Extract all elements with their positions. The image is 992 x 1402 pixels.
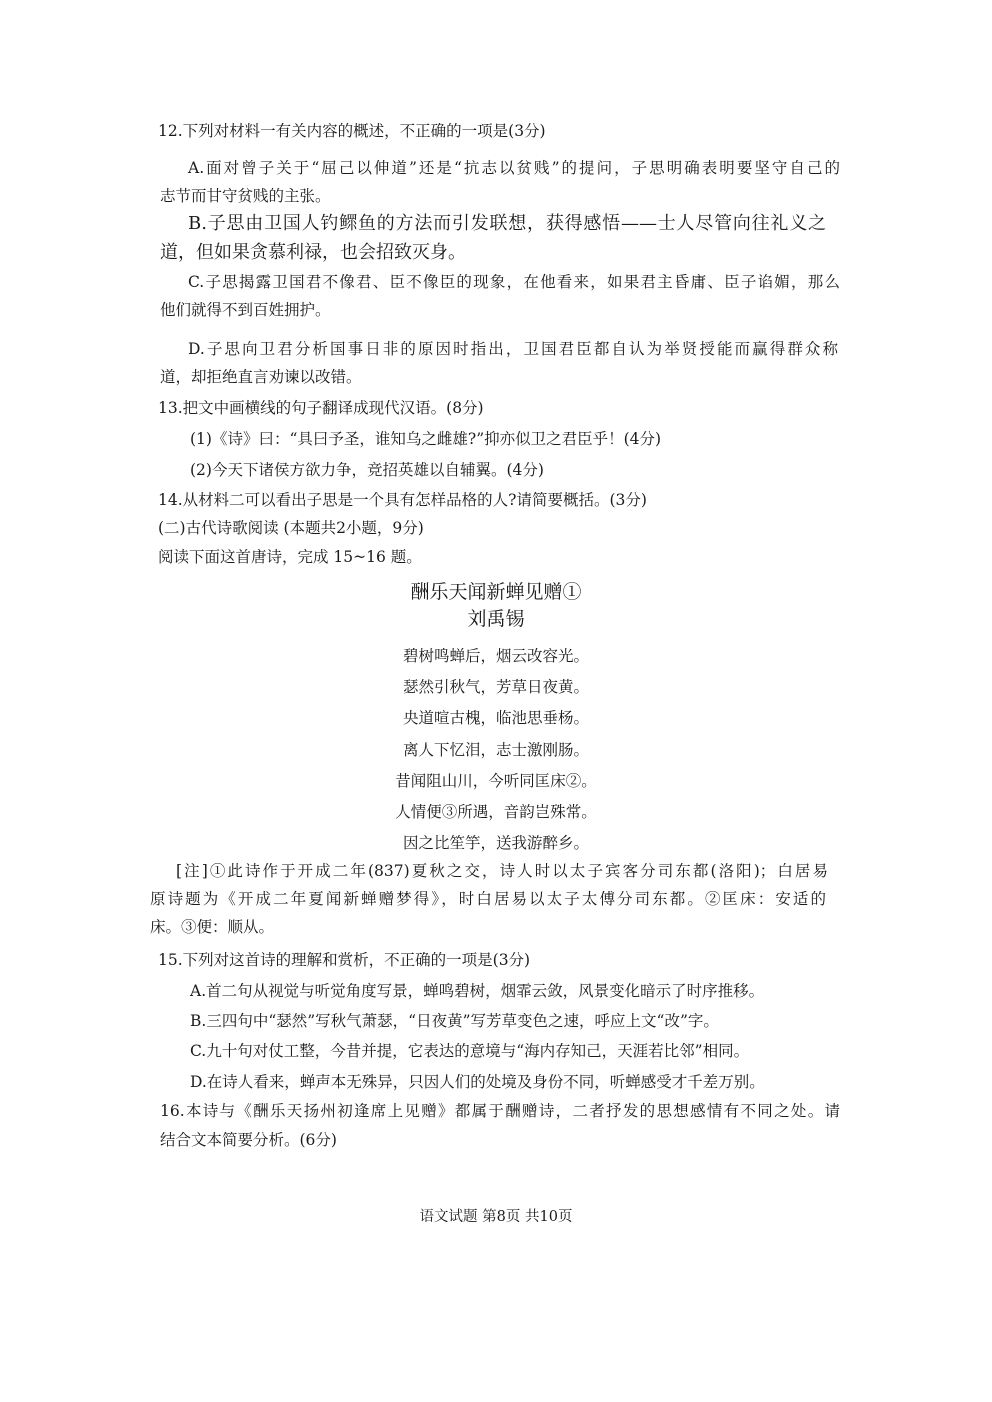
q16-line2: 结合文本简要分析。(6分) <box>160 1131 337 1149</box>
note-line2: 原诗题为《开成二年夏闻新蝉赠梦得》，时白居易以太子太傅分司东都。②匡床：安适的 <box>150 890 826 908</box>
q13-sentence-1: (1)《诗》曰：“具曰予圣，谁知乌之雌雄?”抑亦似卫之君臣乎！(4分) <box>190 430 662 448</box>
q12-option-c-line2: 他们就得不到百姓拥护。 <box>160 301 331 319</box>
q12-option-b-line1: B.子思由卫国人钓鳏鱼的方法而引发联想，获得感悟——士人尽管向往礼义之 <box>188 213 826 234</box>
poem-line: 离人下忆泪，志士激刚肠。 <box>402 741 589 759</box>
poem-line: 瑟然引秋气，芳草日夜黄。 <box>402 678 589 696</box>
q12-option-d-line1: D.子思向卫君分析国事日非的原因时指出，卫国君臣都自认为举贤授能而赢得群众称 <box>188 340 838 358</box>
poem-line: 碧树鸣蝉后，烟云改容光。 <box>402 647 589 665</box>
q12-option-a-line2: 志节而甘守贫贱的主张。 <box>160 187 331 205</box>
q13-stem: 13.把文中画横线的句子翻译成现代汉语。(8分) <box>158 399 484 417</box>
poem-author: 刘禹锡 <box>467 608 525 630</box>
q12-option-b-line2: 道，但如果贪慕利禄，也会招致灭身。 <box>160 242 466 263</box>
q15-option-a: A.首二句从视觉与听觉角度写景，蝉鸣碧树，烟霏云敛，风景变化暗示了时序推移。 <box>190 982 765 1000</box>
poem-title: 酬乐天闻新蝉见赠① <box>410 581 582 603</box>
note-line1: [注]①此诗作于开成二年(837)夏秋之交，诗人时以太子宾客分司东都(洛阳)；白居易 <box>176 862 828 880</box>
poem-line: 昔闻阻山川，今听同匡床②。 <box>395 772 597 790</box>
section-intro: 阅读下面这首唐诗，完成 15~16 题。 <box>158 548 422 566</box>
q15-option-b: B.三四句中“瑟然”写秋气萧瑟，“日夜黄”写芳草变色之速，呼应上文“改”字。 <box>190 1012 719 1030</box>
q13-sentence-2: (2)今天下诸侯方欲力争，竞招英雄以自辅翼。(4分) <box>190 461 544 479</box>
poem-line: 央道喧古槐，临池思垂杨。 <box>402 709 589 727</box>
q16-line1: 16.本诗与《酬乐天扬州初逢席上见赠》都属于酬赠诗，二者抒发的思想感情有不同之处。请 <box>160 1102 840 1120</box>
page-footer: 语文试题 第8页 共10页 <box>419 1209 573 1225</box>
q12-option-c-line1: C.子思揭露卫国君不像君、臣不像臣的现象，在他看来，如果君主昏庸、臣子谄媚，那么 <box>188 273 840 291</box>
note-line3: 床。③便：顺从。 <box>150 918 275 936</box>
q14-stem: 14.从材料二可以看出子思是一个具有怎样品格的人?请简要概括。(3分) <box>158 491 647 509</box>
q12-stem: 12.下列对材料一有关内容的概述，不正确的一项是(3分) <box>158 122 546 140</box>
q15-option-d: D.在诗人看来，蝉声本无殊异，只因人们的处境及身份不同，听蝉感受才千差万别。 <box>190 1073 765 1091</box>
poem-line: 人情便③所遇，音韵岂殊常。 <box>395 803 597 821</box>
q15-stem: 15.下列对这首诗的理解和赏析，不正确的一项是(3分) <box>158 951 531 969</box>
q12-option-a-line1: A.面对曾子关于“屈己以伸道”还是“抗志以贫贱”的提问，子思明确表明要坚守自己的 <box>188 159 840 177</box>
section-heading: (二)古代诗歌阅读 (本题共2小题，9分) <box>158 519 424 537</box>
q15-option-c: C.九十句对仗工整，今昔并提，它表达的意境与“海内存知己，天涯若比邻”相同。 <box>190 1042 750 1060</box>
q12-option-d-line2: 道，却拒绝直言劝谏以改错。 <box>160 368 362 386</box>
poem-line: 因之比笙竽，送我游醉乡。 <box>402 834 589 852</box>
